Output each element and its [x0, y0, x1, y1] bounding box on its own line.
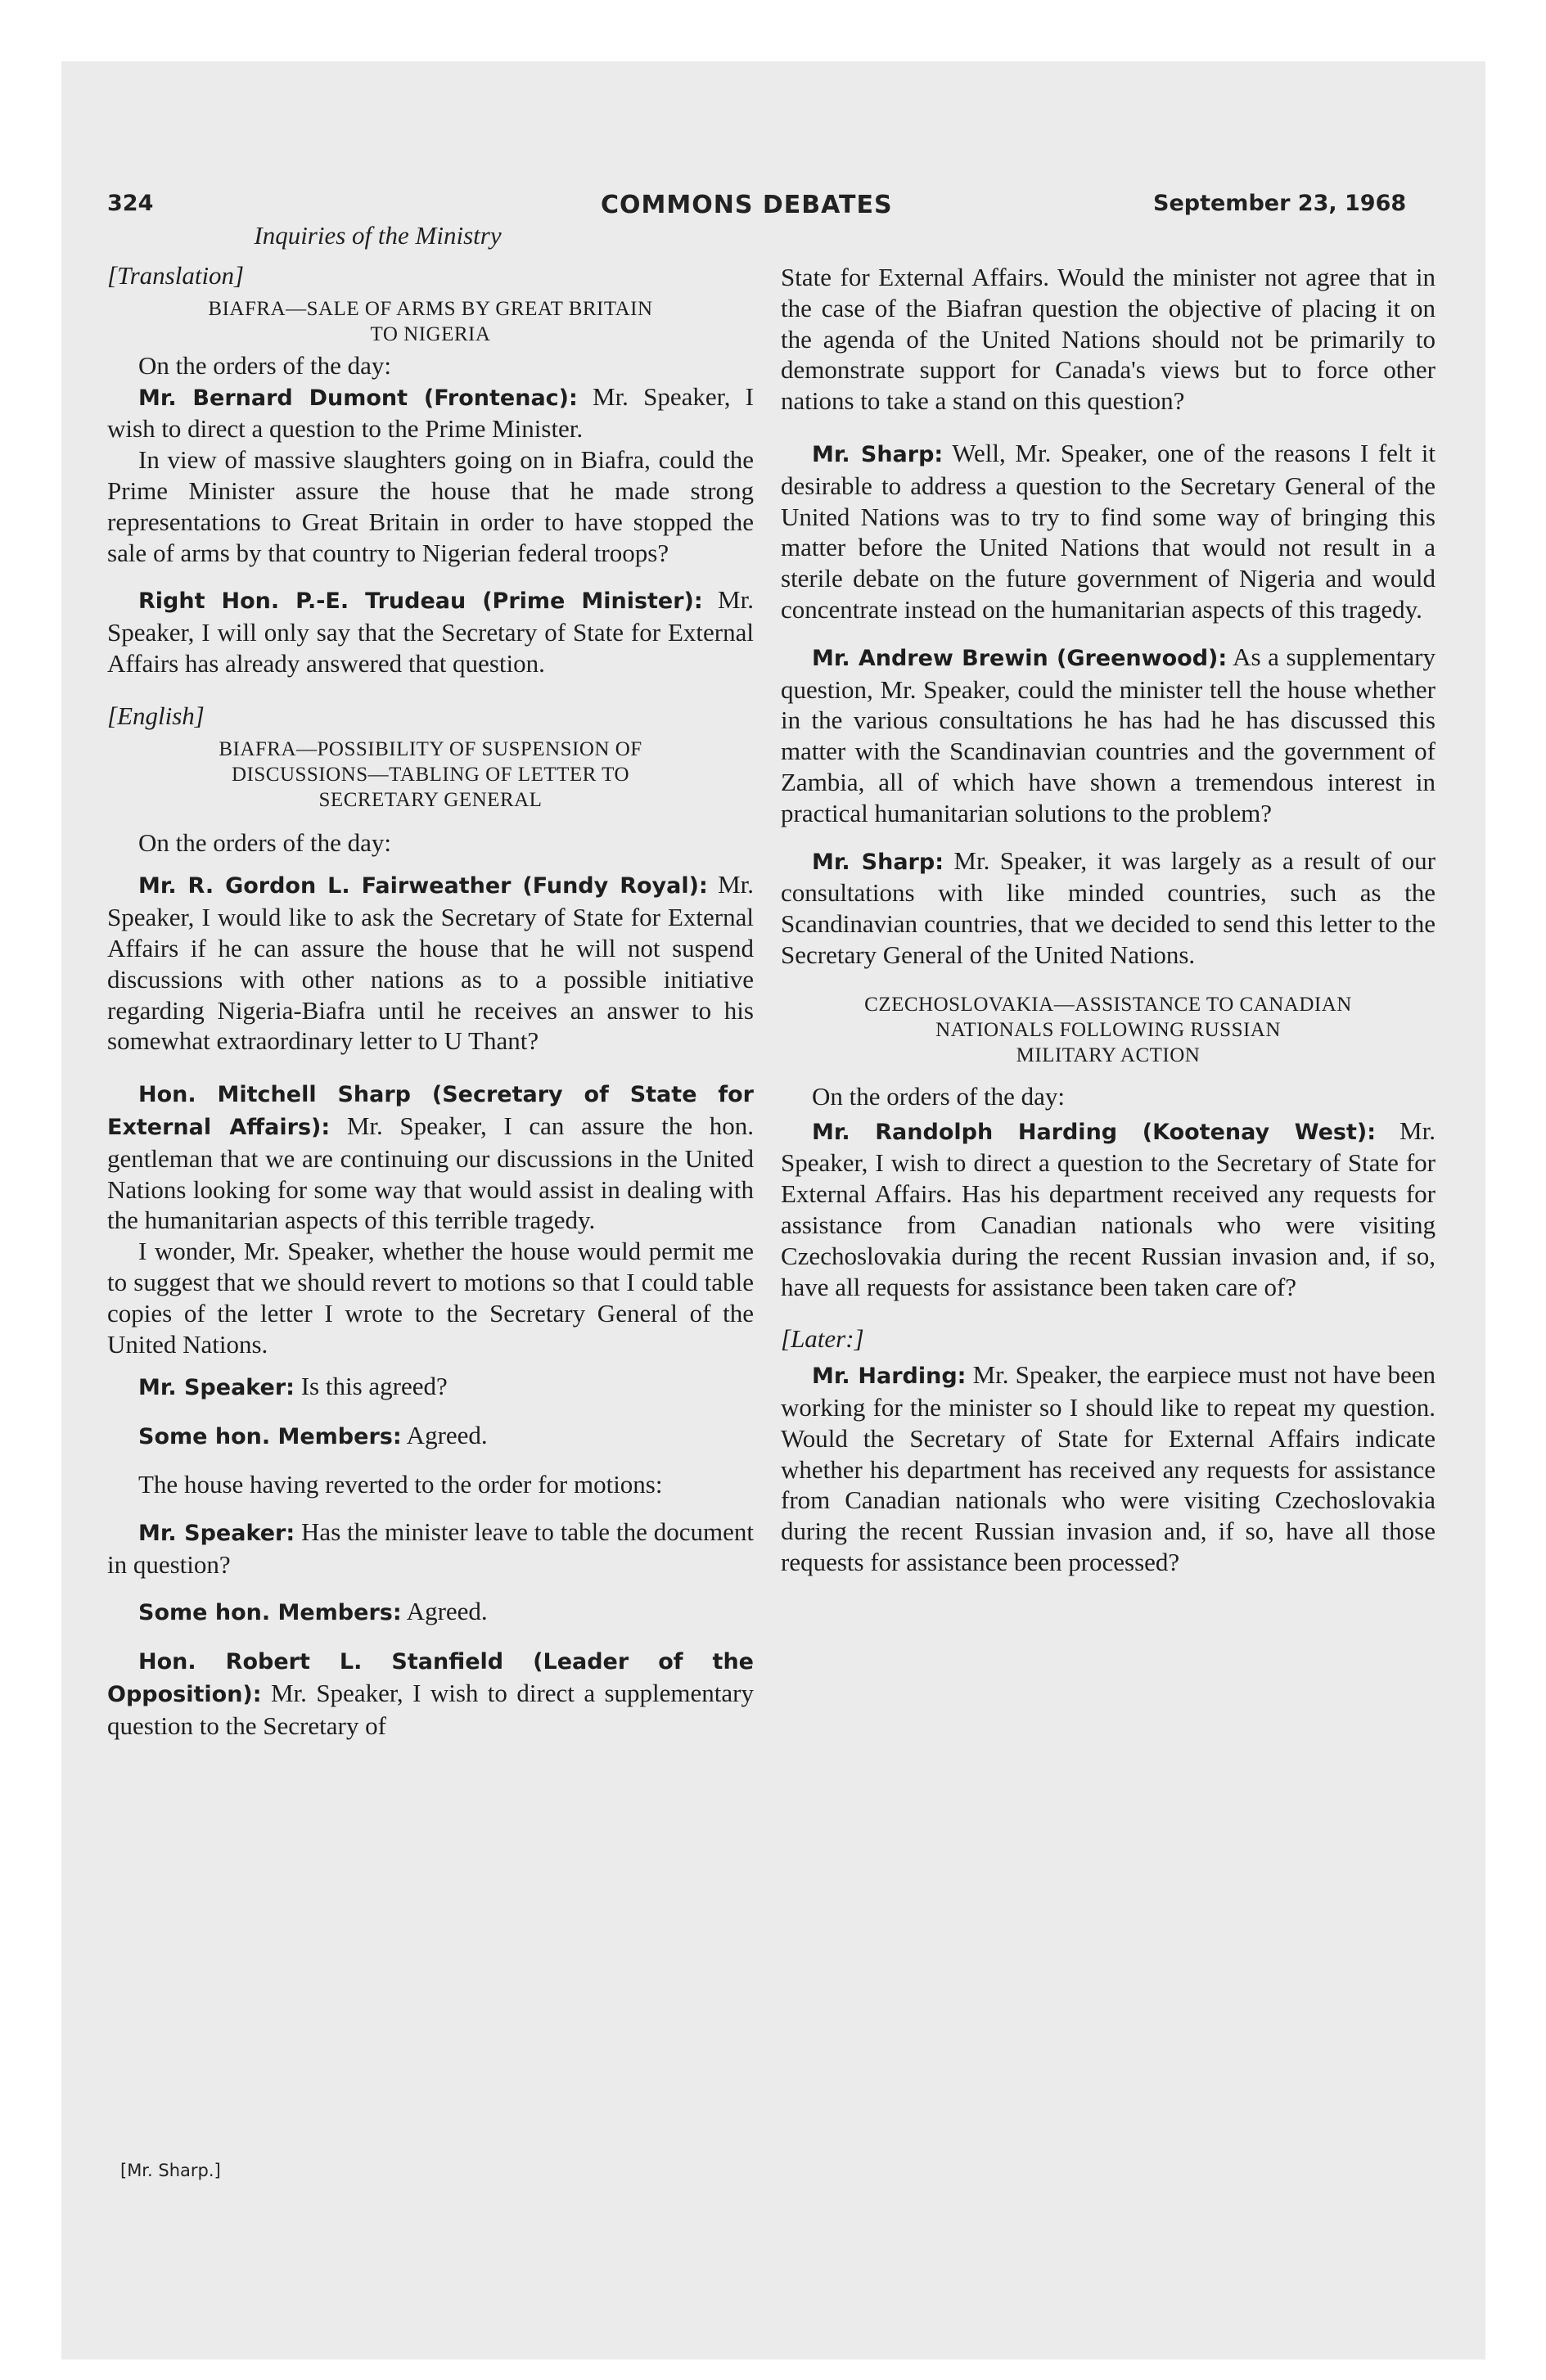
page-header: [0, 191, 1546, 223]
header-date: September 23, 1968: [1153, 191, 1407, 216]
section-heading-biafra-suspension: BIAFRA—POSSIBILITY OF SUSPENSION OF DISCUSSIONS—TABLING OF LETTER TO SECRETARY GENERAL: [219, 737, 642, 811]
procedure-note: The house having reverted to the order for motions:: [138, 1469, 663, 1499]
speaker-name: Mr. R. Gordon L. Fairweather (Fundy Royal):: [138, 873, 708, 899]
running-title: Inquiries of the Ministry: [254, 221, 502, 250]
speaker-name: Some hon. Members:: [138, 1600, 402, 1626]
speaker-name: Hon. Robert L. Stanfield (Leader of the Opposition):: [107, 1649, 754, 1707]
speech-speaker: Mr. Speaker: Is this agreed?: [138, 1372, 448, 1401]
left-column: [107, 260, 754, 1741]
speaker-name: Mr. Bernard Dumont (Frontenac):: [138, 385, 578, 411]
footer-note: [Mr. Sharp.]: [120, 2161, 221, 2180]
orders-of-the-day: On the orders of the day:: [138, 350, 392, 380]
later-tag: [Later:]: [781, 1324, 864, 1354]
speaker-name: Mr. Randolph Harding (Kootenay West):: [812, 1119, 1377, 1145]
speech-members: Some hon. Members: Agreed.: [138, 1421, 488, 1450]
speaker-name: Right Hon. P.-E. Trudeau (Prime Minister):: [138, 588, 703, 615]
section-heading-biafra-arms: BIAFRA—SALE OF ARMS BY GREAT BRITAIN TO NIGERIA: [208, 297, 653, 345]
speech-harding: Mr. Harding: Mr. Speaker, the earpiece must not have been working for the minister so I should like to repeat my question. Would the Secretary of State for External Affairs indicate whether his department has received any requests for assistance from Canadian nationals who were visiting Czechoslovakia during the recent Russian invasion and, if so, have all those requests for assistance been processed?: [781, 1360, 1436, 1576]
speech-sharp-cont: I wonder, Mr. Speaker, whether the house would permit me to suggest that we should revert to motions so that I could table copies of the letter I wrote to the Secretary General of the United Nations.: [107, 1237, 754, 1359]
section-heading-czechoslovakia: CZECHOSLOVAKIA—ASSISTANCE TO CANADIAN NATIONALS FOLLOWING RUSSIAN MILITARY ACTION: [864, 993, 1352, 1066]
speaker-name: Mr. Andrew Brewin (Greenwood):: [812, 645, 1228, 671]
translation-tag: [Translation]: [107, 261, 245, 290]
speaker-name: Mr. Speaker:: [138, 1375, 295, 1401]
speaker-name: Hon. Mitchell Sharp (Secretary of State for External Affairs):: [107, 1082, 754, 1140]
speaker-name: Mr. Speaker:: [138, 1520, 295, 1546]
speaker-name: Mr. Sharp:: [812, 849, 944, 875]
speech-harding: Mr. Randolph Harding (Kootenay West): Mr. Speaker, I wish to direct a question to the Secretary of State for External Affairs. Has his department received any requests for assistance from Canadian nationals who were visiting Czechoslovakia during the recent Russian invasion and, if so, have all requests for assistance been taken care of?: [781, 1116, 1436, 1301]
speech-speaker: Mr. Speaker: Has the minister leave to table the document in question?: [107, 1517, 755, 1579]
speech-dumont-cont: In view of massive slaughters going on in Biafra, could the Prime Minister assure the house that he made strong representations to Great Britain in order to have stopped the sale of arms by that country to Nigerian federal troops?: [107, 445, 754, 567]
english-tag: [English]: [107, 701, 205, 730]
speech-stanfield: Hon. Robert L. Stanfield (Leader of the Opposition): Mr. Speaker, I wish to direct a supplementary question to the Secretary of: [107, 1649, 754, 1740]
page-number: 324: [107, 191, 154, 216]
speech-dumont: Mr. Bernard Dumont (Frontenac): Mr. Speaker, I wish to direct a question to the Prime Minister.: [107, 381, 754, 444]
speech-stanfield-cont: State for External Affairs. Would the minister not agree that in the case of the Biafran question the objective of placing it on the agenda of the United Nations should not be primarily to demonstrate support for Canada's views but to force other nations to take a stand on this question?: [781, 263, 1436, 416]
speaker-name: Mr. Sharp:: [812, 441, 944, 467]
speaker-name: Some hon. Members:: [138, 1424, 402, 1450]
orders-of-the-day: On the orders of the day:: [812, 1081, 1066, 1111]
speech-members: Some hon. Members: Agreed.: [138, 1597, 488, 1626]
speaker-name: Mr. Harding:: [812, 1364, 967, 1390]
speech-trudeau: Right Hon. P.-E. Trudeau (Prime Minister): Mr. Speaker, I will only say that the Secretary of State for External Affairs has already answered that question.: [107, 585, 754, 678]
journal-title: COMMONS DEBATES: [601, 191, 893, 219]
orders-of-the-day: On the orders of the day:: [138, 827, 392, 857]
speech-sharp: Mr. Sharp: Well, Mr. Speaker, one of the reasons I felt it desirable to address a question to the Secretary General of the United Nations was to try to find some way of bringing this matter before the United Nations that would not result in a sterile debate on the future government of Nigeria and would concentrate instead on the humanitarian aspects of this tragedy.: [781, 438, 1436, 624]
speech-fairweather: Mr. R. Gordon L. Fairweather (Fundy Royal): Mr. Speaker, I would like to ask the Secretary of State for External Affairs if he can assure the house that he will not suspend discussions with other nations as to a possible initiative regarding Nigeria-Biafra until he receives an answer to his somewhat extraordinary letter to U Thant?: [107, 870, 754, 1056]
speech-sharp: Hon. Mitchell Sharp (Secretary of State for External Affairs): Mr. Speaker, I can assure the hon. gentleman that we are continuing our discussions in the United Nations looking for some way that would assist in dealing with the humanitarian aspects of this terrible tragedy.: [107, 1082, 754, 1235]
speech-sharp: Mr. Sharp: Mr. Speaker, it was largely as a result of our consultations with like minded countries, such as the Scandinavian countries, that we decided to send this letter to the Secretary General of the United Nations.: [781, 845, 1436, 969]
right-column: [781, 262, 1436, 1578]
speech-brewin: Mr. Andrew Brewin (Greenwood): As a supplementary question, Mr. Speaker, could the minister tell the house whether in the various consultations he has had he has discussed this matter with the Scandinavian countries and the government of Zambia, all of which have shown a tremendous interest in practical humanitarian solutions to the problem?: [781, 642, 1436, 827]
